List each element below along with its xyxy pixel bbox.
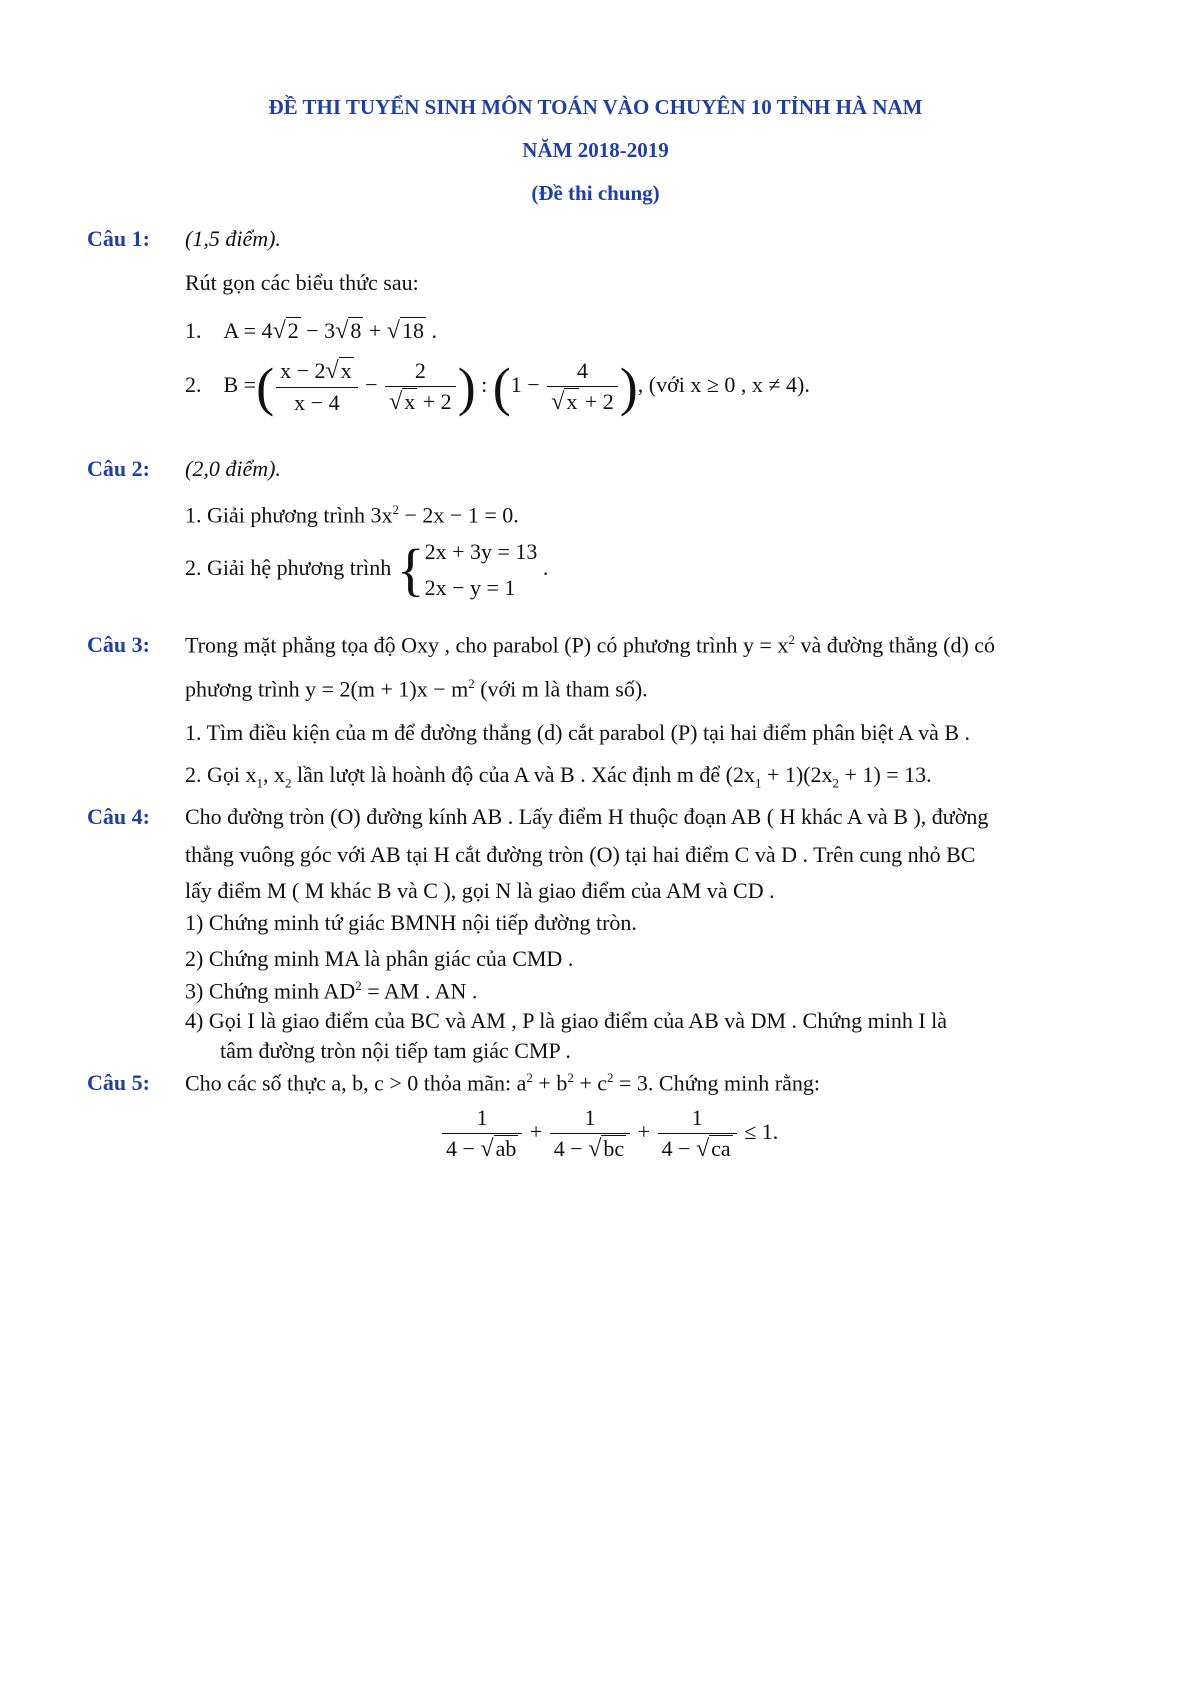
q3-item2a: 2. Gọi x (185, 762, 257, 787)
q2-item1-text: 1. Giải phương trình (185, 502, 365, 528)
q2-points: (2,0 điểm). (185, 456, 281, 481)
q3-line2a: phương trình (185, 676, 300, 702)
q4-item1: 1) Chứng minh tứ giác BMNH nội tiếp đường tròn. (185, 910, 637, 935)
q5-line1: Cho các số thực a, b, c > 0 thỏa mãn: $a^2 + b^2 + c^2 = 3$. Chứng minh rằng: (185, 1070, 820, 1096)
q1-item2-cond: , (với x ≥ 0 , x ≠ 4). (637, 372, 810, 398)
q4-item3b: = AM . AN . (367, 978, 478, 1004)
q4-line2: thẳng vuông góc với AB tại H cắt đường tròn (O) tại hai điểm C và D . Trên cung nhỏ BC (185, 842, 976, 867)
q5-label: Câu 5: (87, 1070, 150, 1095)
q1-item1-num: 1. (185, 318, 202, 343)
q3-item2: 2. Gọi $x_1$, $x_2$ lần lượt là hoành độ của A và B . Xác định m để $(2x_1 + 1)(2x_2 + 1) = 13$. (185, 762, 932, 791)
q1-item2: 2. B =( $\frac{x - 2√x}{x - 4}$ − $\frac{2}{√x + 2}$ ) : (1 − $\frac{4}{√x + 2}$ ), (với x ≥ 0 , x ≠ 4). (185, 357, 810, 417)
q3-line1a: Trong mặt phẳng tọa độ Oxy , cho parabol (P) có phương trình (185, 632, 738, 658)
q2-item2: 2. Giải hệ phương trình {2x + 3y = 13 2x − y = 1 . (185, 537, 549, 602)
q1-points: (1,5 điểm). (185, 226, 281, 251)
q3-item2d: = 13. (886, 762, 932, 787)
q4-line3: lấy điểm M ( M khác B và C ), gọi N là giao điểm của AM và CD . (185, 878, 775, 903)
q1-item2-num: 2. (185, 372, 202, 398)
exam-year: NĂM 2018-2019 (522, 138, 669, 162)
q3-item1: 1. Tìm điều kiện của m để đường thẳng (d) cắt parabol (P) tại hai điểm phân biệt A và B . (185, 720, 971, 745)
q5-line1b: . Chứng minh rằng: (647, 1070, 820, 1096)
q2-eq1: 2x + 3y = 13 (424, 539, 538, 564)
q1-label: Câu 1: (87, 226, 150, 251)
q4-line1: Cho đường tròn (O) đường kính AB . Lấy điểm H thuộc đoạn AB ( H khác A và B ), đường (185, 804, 989, 829)
q4-item4b: tâm đường tròn nội tiếp tam giác CMP . (220, 1038, 571, 1063)
q4-item2: 2) Chứng minh MA là phân giác của CMD . (185, 946, 574, 971)
exam-subtitle: (Đề thi chung) (531, 181, 660, 205)
q4-item3a: 3) Chứng minh AD (185, 978, 356, 1004)
q5-line1-text: Cho các số thực a, b, c > 0 thỏa mãn: (185, 1070, 512, 1096)
q5-inequality: $\frac{1}{4 - √ab}$ + $\frac{1}{4 - √bc}$ + $\frac{1}{4 - √ca}$ ≤ 1. (440, 1105, 778, 1163)
q2-item1: 1. Giải phương trình $3x^2 - 2x - 1 = 0$. (185, 502, 519, 528)
q5-tail: ≤ 1. (744, 1119, 779, 1145)
q2-item2-text: 2. Giải hệ phương trình (185, 555, 392, 581)
q3-label: Câu 3: (87, 632, 150, 657)
q1-intro: Rút gọn các biểu thức sau: (185, 270, 419, 295)
q4-item3: 3) Chứng minh $AD^2$ = AM . AN . (185, 978, 478, 1004)
q3-item2c: lần lượt là hoành độ của A và B . Xác định m để (297, 762, 721, 787)
q2-eq2: 2x − y = 1 (424, 575, 516, 600)
q3-line2: phương trình $y = 2(m + 1)x - m^2$ (với m là tham số). (185, 676, 648, 702)
q4-item4a: 4) Gọi I là giao điểm của BC và AM , P là giao điểm của AB và DM . Chứng minh I là (185, 1008, 948, 1033)
q3-line2b: (với m là tham số). (480, 676, 648, 702)
q1-item1: 1. A = 4√2 − 3√8 + √18 . (185, 318, 437, 344)
q4-label: Câu 4: (87, 804, 150, 829)
q3-item2b: , x (263, 762, 285, 787)
exam-title: ĐỀ THI TUYỂN SINH MÔN TOÁN VÀO CHUYÊN 10 TỈNH HÀ NAM (268, 95, 923, 119)
q2-label: Câu 2: (87, 456, 150, 481)
q3-line1b: và đường thẳng (d) có (800, 632, 996, 658)
q3-line1: Trong mặt phẳng tọa độ Oxy , cho parabol (P) có phương trình $y = x^2$ và đường thẳng (d) có (185, 632, 996, 658)
